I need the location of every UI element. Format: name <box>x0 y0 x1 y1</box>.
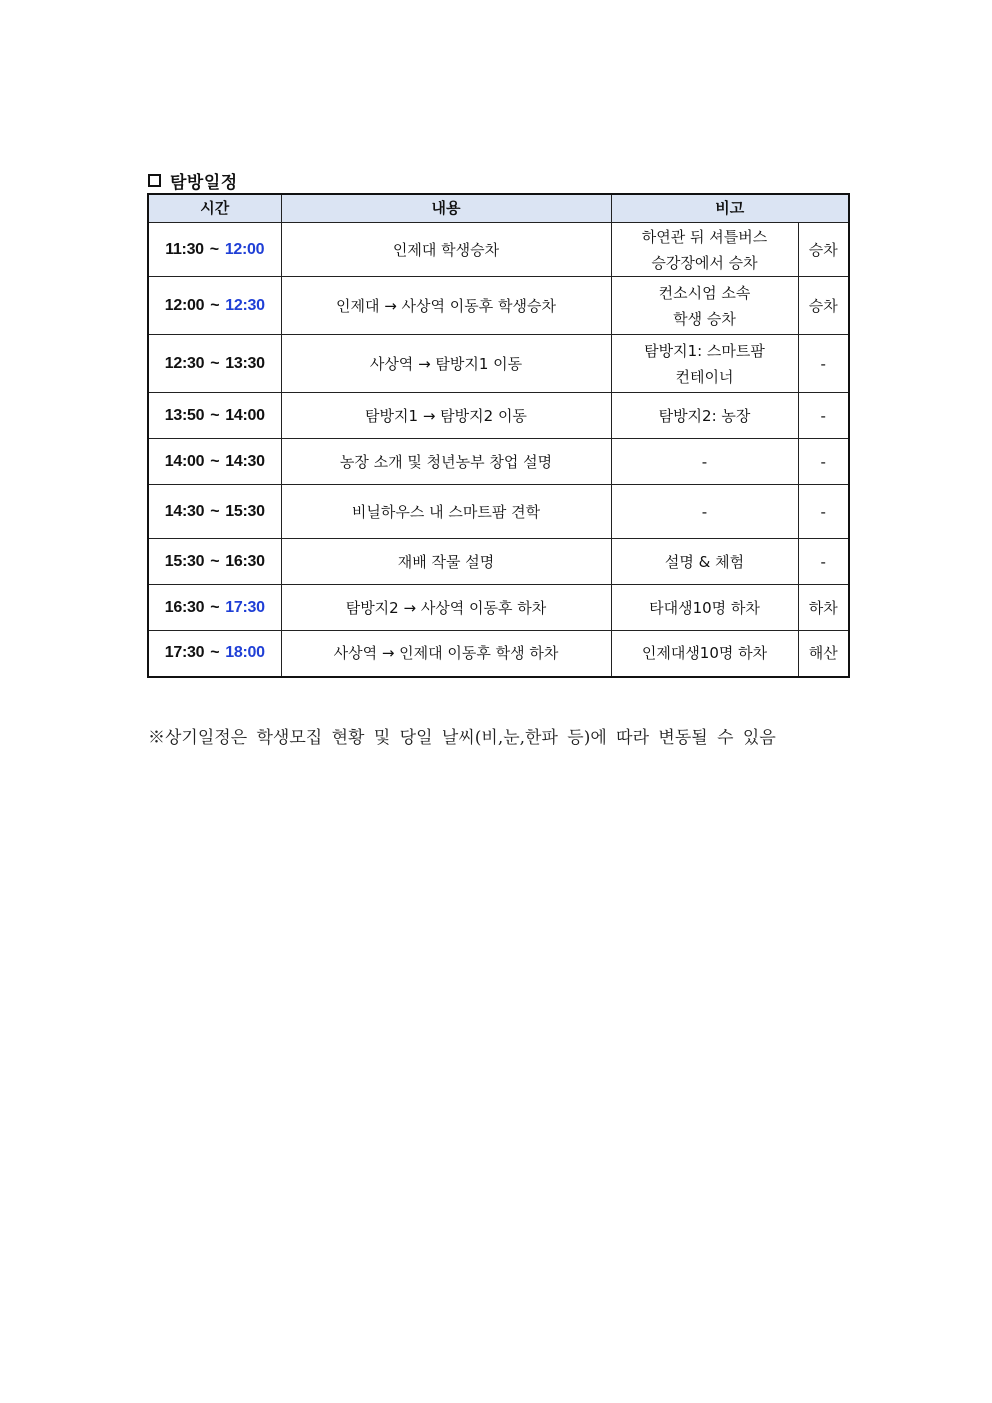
time-cell <box>148 393 281 439</box>
status-cell: - <box>798 539 849 585</box>
time-separator: ~ <box>210 296 220 314</box>
time-cell <box>148 631 281 677</box>
header-content: 내용 <box>281 194 611 223</box>
time-start: 17:30 <box>164 644 205 662</box>
status-cell: 승차 <box>798 223 849 277</box>
content-cell: 사상역 → 인제대 이동후 학생 하차 <box>281 631 611 677</box>
remark-cell <box>611 223 798 277</box>
time-end: 12:30 <box>225 296 265 314</box>
header-remarks: 비고 <box>611 194 849 223</box>
remark-line-1: 타대생10명 하차 <box>649 598 760 617</box>
content-cell: 인제대 학생승차 <box>281 223 611 277</box>
schedule-table <box>147 193 850 678</box>
time-start: 14:30 <box>164 502 205 520</box>
time-cell <box>148 277 281 335</box>
time-end: 16:30 <box>225 552 265 570</box>
status-cell: - <box>798 393 849 439</box>
table-row <box>148 277 849 335</box>
time-separator: ~ <box>210 452 220 470</box>
time-separator: ~ <box>210 406 220 424</box>
content-cell: 탐방지2 → 사상역 이동후 하차 <box>281 585 611 631</box>
time-end: 15:30 <box>225 502 265 520</box>
table-row <box>148 539 849 585</box>
section-title-text: 탐방일정 <box>170 172 238 193</box>
status-cell: - <box>798 335 849 393</box>
status-cell: 승차 <box>798 277 849 335</box>
schedule-note: ※상기일정은 학생모집 현황 및 당일 날씨(비,눈,한파 등)에 따라 변동될 수 있음 <box>148 728 776 748</box>
content-cell: 재배 작물 설명 <box>281 539 611 585</box>
table-row <box>148 223 849 277</box>
time-cell <box>148 223 281 277</box>
time-start: 13:50 <box>164 406 205 424</box>
time-separator: ~ <box>210 644 220 662</box>
table-row <box>148 393 849 439</box>
status-cell: 해산 <box>798 631 849 677</box>
time-start: 12:00 <box>164 296 205 314</box>
remark-line-1: 탐방지2: 농장 <box>658 406 751 425</box>
time-end: 17:30 <box>225 598 265 616</box>
remark-line-2: 학생 승차 <box>673 309 736 328</box>
time-start: 14:00 <box>164 452 205 470</box>
time-separator: ~ <box>210 354 220 372</box>
table-row <box>148 585 849 631</box>
remark-cell <box>611 439 798 485</box>
header-time: 시간 <box>148 194 281 223</box>
remark-cell <box>611 335 798 393</box>
time-separator: ~ <box>209 240 219 258</box>
remark-cell <box>611 585 798 631</box>
time-cell <box>148 439 281 485</box>
remark-line-1: 설명 & 체험 <box>664 552 745 571</box>
time-cell <box>148 335 281 393</box>
table-row <box>148 335 849 393</box>
remark-cell <box>611 631 798 677</box>
content-cell: 비닐하우스 내 스마트팜 견학 <box>281 485 611 539</box>
time-start: 15:30 <box>164 552 205 570</box>
remark-cell <box>611 485 798 539</box>
status-cell: - <box>798 485 849 539</box>
time-end: 18:00 <box>225 644 265 662</box>
time-start: 16:30 <box>164 598 205 616</box>
remark-line-2: 승강장에서 승차 <box>651 253 758 272</box>
time-separator: ~ <box>210 598 220 616</box>
remark-cell <box>611 539 798 585</box>
checkbox-square-icon <box>148 174 161 187</box>
content-cell: 탐방지1 → 탐방지2 이동 <box>281 393 611 439</box>
table-row <box>148 439 849 485</box>
table-header-row <box>148 194 849 223</box>
time-end: 12:00 <box>224 240 265 258</box>
remark-cell <box>611 277 798 335</box>
content-cell: 농장 소개 및 청년농부 창업 설명 <box>281 439 611 485</box>
remark-line-1: 인제대생10명 하차 <box>641 644 768 663</box>
content-cell: 사상역 → 탐방지1 이동 <box>281 335 611 393</box>
time-cell <box>148 539 281 585</box>
remark-line-1: - <box>701 502 708 521</box>
remark-line-1: 하연관 뒤 셔틀버스 <box>641 227 768 246</box>
status-cell: 하차 <box>798 585 849 631</box>
content-cell: 인제대 → 사상역 이동후 학생승차 <box>281 277 611 335</box>
status-cell: - <box>798 439 849 485</box>
table-row <box>148 631 849 677</box>
time-start: 12:30 <box>164 354 205 372</box>
remark-cell <box>611 393 798 439</box>
time-cell <box>148 485 281 539</box>
remark-line-1: - <box>701 452 708 471</box>
time-end: 14:30 <box>225 452 265 470</box>
remark-line-1: 탐방지1: 스마트팜 <box>644 341 765 360</box>
time-cell <box>148 585 281 631</box>
time-separator: ~ <box>210 552 220 570</box>
remark-line-2: 컨테이너 <box>675 367 734 386</box>
time-end: 14:00 <box>225 406 265 424</box>
table-row <box>148 485 849 539</box>
remark-line-1: 컨소시엄 소속 <box>658 283 751 302</box>
time-separator: ~ <box>210 502 220 520</box>
section-title <box>148 168 238 192</box>
time-start: 11:30 <box>165 240 204 258</box>
time-end: 13:30 <box>225 354 265 372</box>
